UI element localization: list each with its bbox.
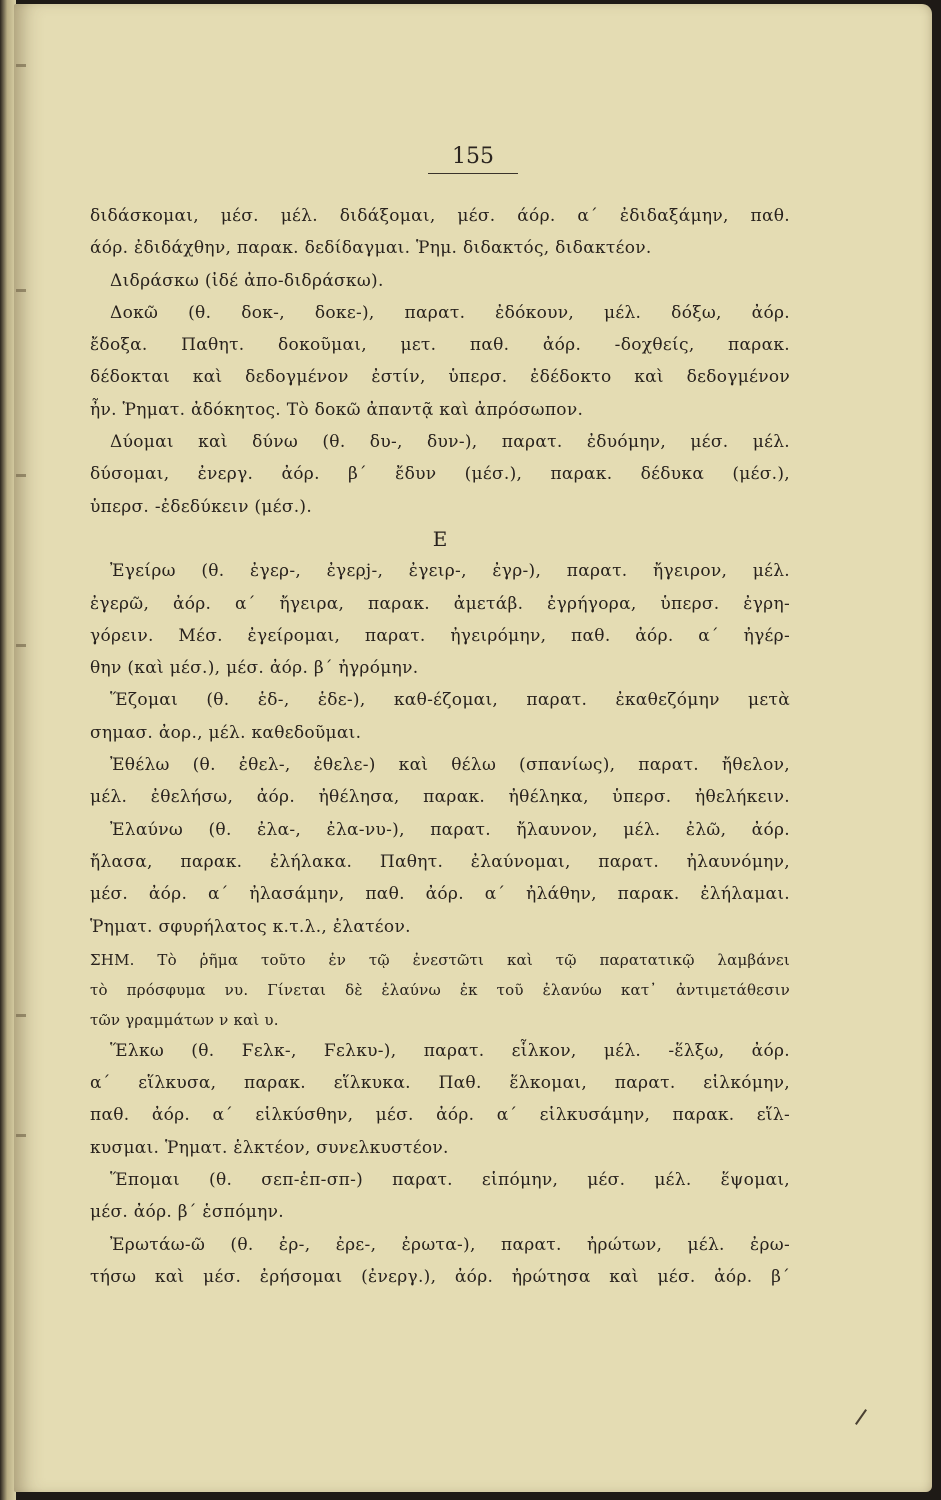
text-line: ἦν. Ῥηματ. ἀδόκητος. Τὸ δοκῶ ἀπαντᾷ καὶ ἀπρόσωπον. bbox=[90, 399, 584, 420]
text-line: Δύομαι καὶ δύνω (θ. δυ-, δυν-), παρατ. ἐδυόμην, μέσ. μέλ. bbox=[110, 432, 790, 453]
gutter-mark bbox=[16, 474, 26, 477]
page-number: 155 bbox=[428, 144, 518, 174]
gutter-mark bbox=[16, 64, 26, 67]
text-line: Ἐθέλω (θ. ἐθελ-, ἐθελε-) καὶ θέλω (σπανίως), παρατ. ἤθελον, bbox=[110, 755, 790, 776]
text-line: τήσω καὶ μέσ. ἐρήσομαι (ἐνεργ.), ἀόρ. ἠρώτησα καὶ μέσ. ἀόρ. β΄ bbox=[90, 1266, 790, 1287]
gutter-mark bbox=[16, 644, 26, 647]
text-line: ἐγερῶ, ἀόρ. α΄ ἤγειρα, παρακ. ἀμετάβ. ἐγρήγορα, ὑπερσ. ἐγρη- bbox=[90, 593, 790, 614]
text-line: Ἕπομαι (θ. σεπ-ἑπ-σπ-) παρατ. εἱπόμην, μέσ. μέλ. ἕψομαι, bbox=[110, 1170, 790, 1191]
text-line: κυσμαι. Ῥηματ. ἑλκτέον, συνελκυστέον. bbox=[90, 1137, 449, 1158]
text-line: δέδοκται καὶ δεδογμένον ἐστίν, ὑπερσ. ἐδέδοκτο καὶ δεδογμένον bbox=[90, 367, 790, 388]
text-line: ἤλασα, παρακ. ἐλήλακα. Παθητ. ἐλαύνομαι, παρατ. ἠλαυνόμην, bbox=[90, 851, 790, 872]
text-line: δύσομαι, ἐνεργ. ἀόρ. β΄ ἔδυν (μέσ.), παρακ. δέδυκα (μέσ.), bbox=[90, 464, 790, 485]
text-line: μέσ. ἀόρ. α΄ ἠλασάμην, παθ. ἀόρ. α΄ ἠλάθην, παρακ. ἐλήλαμαι. bbox=[90, 884, 790, 905]
page-header bbox=[14, 144, 932, 174]
text-line: ἔδοξα. Παθητ. δοκοῦμαι, μετ. παθ. ἀόρ. -δοχθείς, παρακ. bbox=[90, 335, 790, 356]
note-line: τὸ πρόσφυμα νυ. Γίνεται δὲ ἐλαύνω ἐκ τοῦ ἐλανύω κατ᾽ ἀντιμετάθεσιν bbox=[90, 980, 790, 999]
text-line: α΄ εἵλκυσα, παρακ. εἵλκυκα. Παθ. ἕλκομαι, παρατ. εἱλκόμην, bbox=[90, 1073, 790, 1094]
text-line: Ῥηματ. σφυρήλατος κ.τ.λ., ἐλατέον. bbox=[90, 916, 411, 937]
text-line: Διδράσκω (ἰδέ ἀπο-διδράσκω). bbox=[110, 270, 384, 291]
page-text bbox=[90, 200, 790, 1293]
gutter-mark bbox=[16, 289, 26, 292]
text-line: Ἐλαύνω (θ. ἐλα-, ἐλα-νυ-), παρατ. ἤλαυνον, μέλ. ἐλῶ, ἀόρ. bbox=[110, 819, 790, 840]
text-line: Δοκῶ (θ. δοκ-, δοκε-), παρατ. ἐδόκουν, μέλ. δόξω, ἀόρ. bbox=[110, 302, 790, 323]
text-line: Ἕζομαι (θ. ἑδ-, ἑδε-), καθ-έζομαι, παρατ. ἐκαθεζόμην μετὰ bbox=[110, 690, 790, 711]
text-line: άόρ. ἐδιδάχθην, παρακ. δεδίδαγμαι. Ῥημ. διδακτός, διδακτέον. bbox=[90, 238, 652, 259]
text-line: Ἐγείρω (θ. ἐγερ-, ἐγερj-, ἐγειρ-, ἐγρ-), παρατ. ἤγειρον, μέλ. bbox=[110, 561, 790, 582]
text-line: μέσ. ἀόρ. β΄ ἑσπόμην. bbox=[90, 1202, 284, 1223]
text-line: Ἐρωτάω-ῶ (θ. ἐρ-, ἐρε-, ἐρωτα-), παρατ. ἠρώτων, μέλ. ἐρω- bbox=[110, 1234, 790, 1255]
note-line: ΣΗΜ. Τὸ ῥῆμα τοῦτο ἐν τῷ ἐνεστῶτι καὶ τῷ παρατατικῷ λαμβάνει bbox=[90, 950, 790, 969]
text-line: θην (καὶ μέσ.), μέσ. ἀόρ. β΄ ἠγρόμην. bbox=[90, 658, 419, 679]
gutter-mark bbox=[16, 1134, 26, 1137]
text-line: Ἕλκω (θ. Ϝελκ-, Ϝελκυ-), παρατ. εἷλκον, μέλ. -ἕλξω, ἀόρ. bbox=[110, 1040, 790, 1061]
text-line: μέλ. ἐθελήσω, ἀόρ. ἠθέλησα, παρακ. ἠθέληκα, ὑπερσ. ἠθελήκειν. bbox=[90, 787, 790, 808]
text-line: ὑπερσ. -ἐδεδύκειν (μέσ.). bbox=[90, 496, 313, 517]
text-line: σημασ. ἀορ., μέλ. καθεδοῦμαι. bbox=[90, 722, 362, 743]
note-line: τῶν γραμμάτων ν καὶ υ. bbox=[90, 1010, 279, 1029]
text-line: παθ. ἀόρ. α΄ εἱλκύσθην, μέσ. ἀόρ. α΄ εἱλκυσάμην, παρακ. εἵλ- bbox=[90, 1105, 790, 1126]
section-letter: Ε bbox=[432, 526, 448, 551]
text-line: γόρειν. Μέσ. ἐγείρομαι, παρατ. ἠγειρόμην, παθ. ἀόρ. α΄ ἠγέρ- bbox=[90, 625, 790, 646]
note-block bbox=[90, 945, 790, 1035]
pencil-mark bbox=[855, 1409, 867, 1425]
gutter-mark bbox=[16, 1014, 26, 1017]
book-page bbox=[14, 4, 932, 1492]
text-line: διδάσκομαι, μέσ. μέλ. διδάξομαι, μέσ. άόρ. α΄ ἐδιδαξάμην, παθ. bbox=[90, 206, 790, 226]
